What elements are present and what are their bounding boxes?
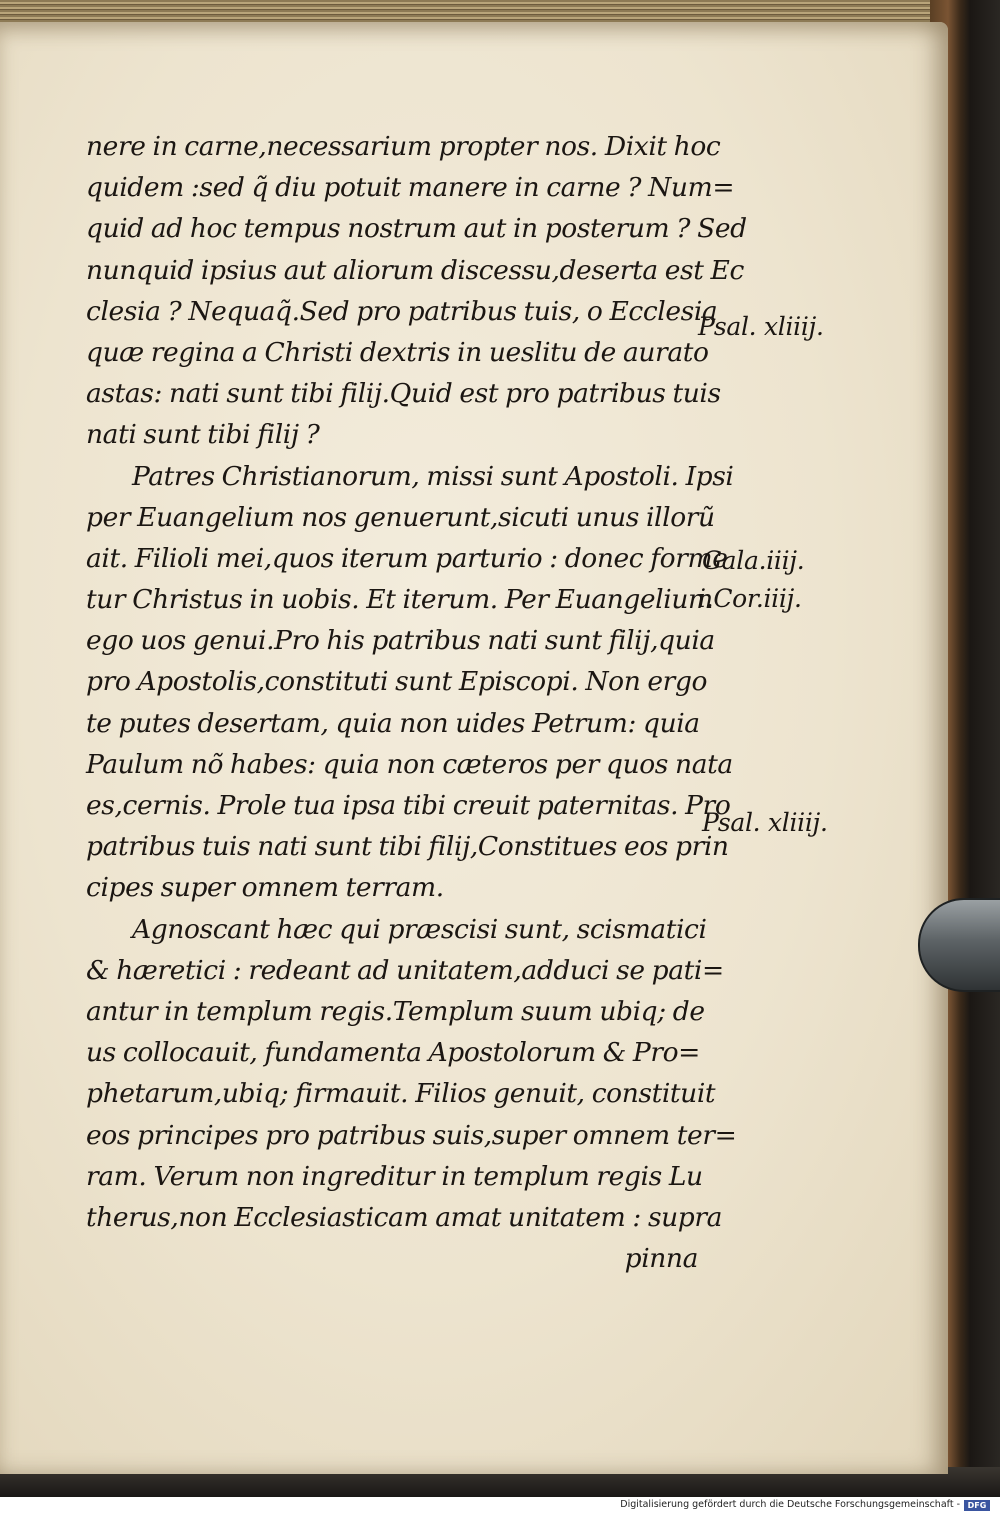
text-line: & hæretici : redeant ad unitatem,adduci se pati= — [86, 954, 724, 986]
dfg-logo-icon: DFG — [964, 1500, 990, 1511]
text-line: ego uos genui.Pro his patribus nati sunt filij,quia — [86, 625, 715, 657]
body-text — [86, 126, 747, 1279]
paper-page — [0, 22, 948, 1474]
text-line: pro Apostolis,constituti sunt Episcopi. Non ergo — [86, 666, 708, 698]
text-line: nere in carne,necessarium propter nos. Dixit hoc — [86, 131, 721, 162]
text-line: eos principes pro patribus suis,super omnem ter= — [86, 1119, 737, 1151]
text-line: clesia ? Nequaq̃.Sed pro patribus tuis, o Ecclesia — [86, 295, 718, 327]
funding-credit: Digitalisierung gefördert durch die Deutsche Forschungsgemeinschaft - — [620, 1499, 960, 1510]
text-line: quid ad hoc tempus nostrum aut in posterum ? Sed — [86, 213, 747, 245]
text-line: Paulum nõ habes: quia non cæteros per quos nata — [86, 748, 733, 780]
marginal-note: Gala.iiij. — [702, 546, 805, 575]
text-line: ram. Verum non ingreditur in templum regis Lu — [86, 1160, 703, 1192]
text-line: tur Christus in uobis. Et iterum. Per Euangelium — [86, 584, 713, 616]
text-line: Patres Christianorum, missi sunt Apostoli. Ipsi — [132, 460, 734, 492]
text-line: cipes super omnem terram. — [86, 872, 444, 904]
text-line: ait. Filioli mei,quos iterum parturio : donec forme — [86, 542, 728, 574]
text-line: therus,non Ecclesiasticam amat unitatem : supra — [86, 1201, 723, 1233]
text-line: quidem :sed q̃ diu potuit manere in carne ? Num= — [86, 172, 735, 204]
text-line: es,cernis. Prole tua ipsa tibi creuit paternitas. Pro — [86, 790, 731, 821]
catchword: pinna — [624, 1243, 698, 1275]
text-line: astas: nati sunt tibi filij.Quid est pro patribus tuis — [86, 378, 721, 410]
text-line: nunquid ipsius aut aliorum discessu,deserta est Ec — [86, 254, 744, 286]
text-line: us collocauit, fundamenta Apostolorum & Pro= — [86, 1037, 700, 1069]
marginal-note: Psal. xliiij. — [702, 808, 828, 837]
marginal-note: i.Cor.iiij. — [698, 584, 802, 613]
text-line: te putes desertam, quia non uides Petrum: quia — [86, 707, 700, 739]
text-line: per Euangelium nos genuerunt,sicuti unus illorũ — [86, 501, 715, 533]
text-line: Agnoscant hæc qui præscisi sunt, scismatici — [132, 913, 707, 945]
text-line: nati sunt tibi filij ? — [86, 419, 320, 451]
digitization-footer — [0, 1497, 1000, 1515]
text-line: patribus tuis nati sunt tibi filij,Constitues eos prin — [86, 831, 729, 863]
metal-clasp — [918, 898, 1000, 992]
marginal-note: Psal. xliiij. — [698, 312, 824, 341]
text-line: phetarum,ubiq; firmauit. Filios genuit, constituit — [86, 1078, 716, 1110]
text-line: antur in templum regis.Templum suum ubiq; de — [86, 995, 705, 1027]
text-line: quæ regina a Christi dextris in ueslitu de aurato — [86, 336, 709, 368]
